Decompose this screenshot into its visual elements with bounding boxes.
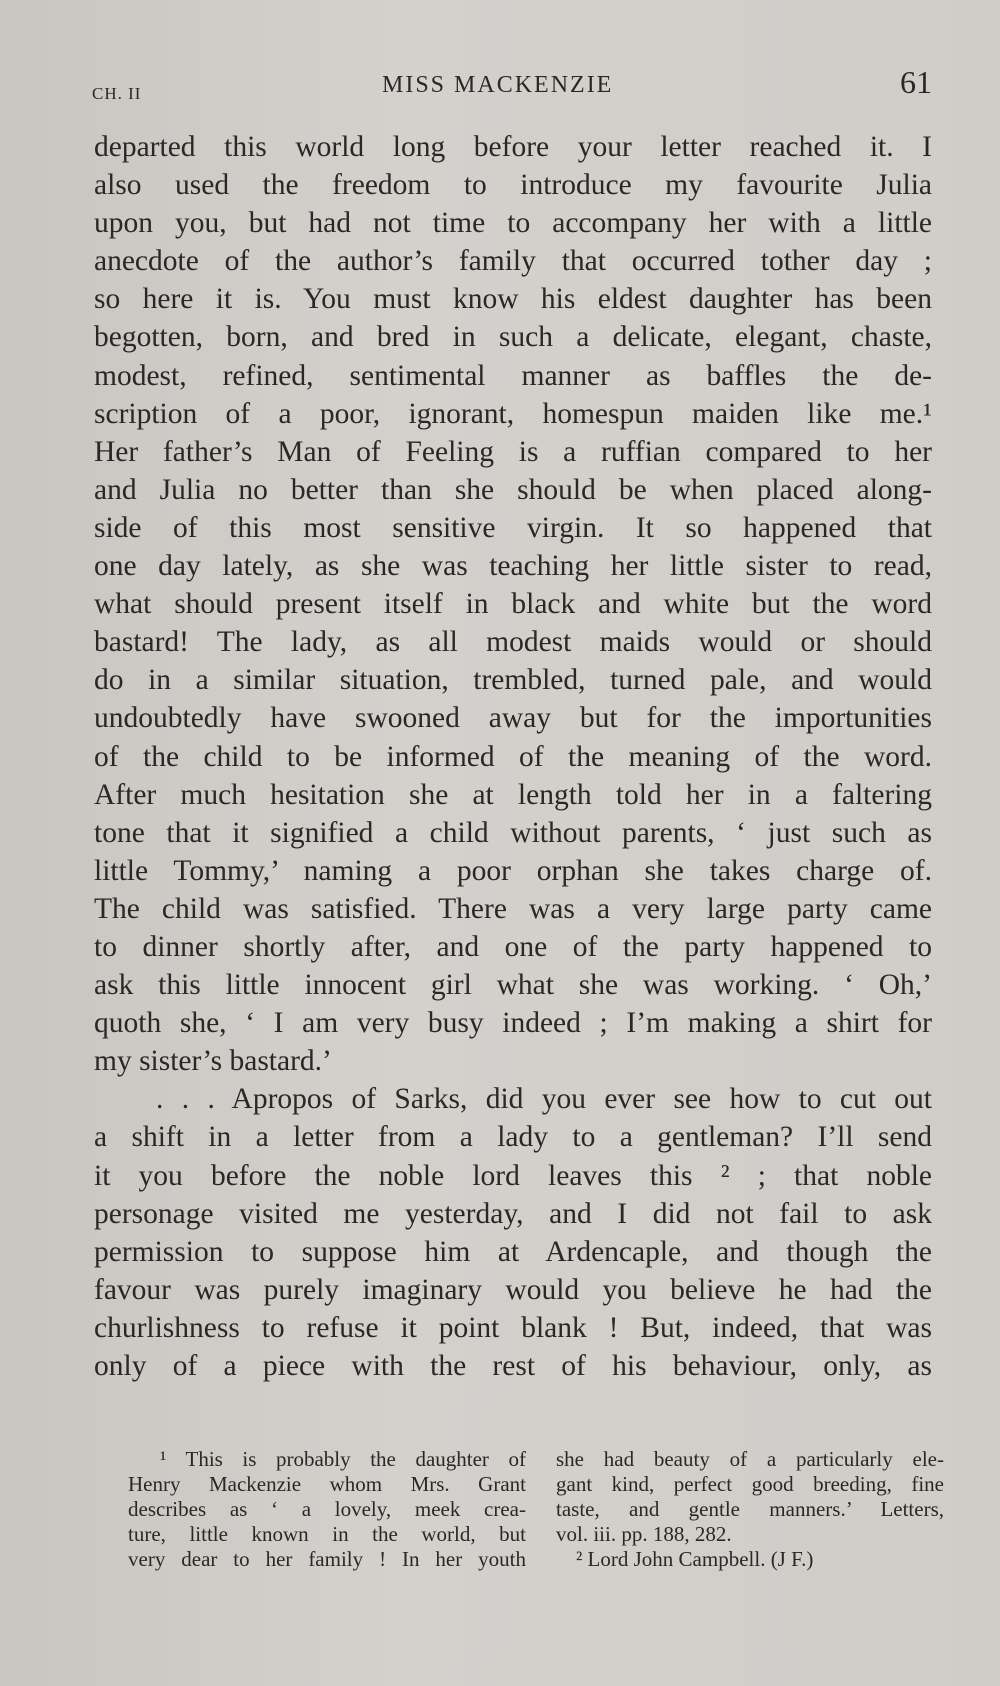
footnote-line: describes as ‘ a lovely, meek crea-	[128, 1497, 526, 1521]
text-line: quoth she, ‘ I am very busy indeed ; I’m making a shirt for	[94, 1007, 932, 1040]
text-line: one day lately, as she was teaching her little sister to read,	[94, 550, 932, 583]
text-line: to dinner shortly after, and one of the party happened to	[94, 930, 932, 963]
running-title: MISS MACKENZIE	[382, 72, 614, 98]
text-line: do in a similar situation, trembled, turned pale, and would	[94, 664, 932, 697]
text-line: so here it is. You must know his eldest daughter has been	[94, 283, 932, 316]
text-line: The child was satisfied. There was a very large party came	[94, 892, 932, 925]
text-line: of the child to be informed of the meaning of the word.	[94, 740, 932, 773]
footnote-line: she had beauty of a particularly ele-	[556, 1447, 944, 1471]
text-line: begotten, born, and bred in such a delicate, elegant, chaste,	[94, 321, 932, 354]
text-line: modest, refined, sentimental manner as baffles the de-	[94, 359, 932, 392]
text-line: little Tommy,’ naming a poor orphan she takes charge of.	[94, 854, 932, 887]
text-line: side of this most sensitive virgin. It so happened that	[94, 511, 932, 544]
footnote-line: taste, and gentle manners.’ Letters,	[556, 1497, 944, 1521]
text-line: also used the freedom to introduce my favourite Julia	[94, 169, 932, 202]
text-line: undoubtedly have swooned away but for the importunities	[94, 702, 932, 735]
text-line: scription of a poor, ignorant, homespun maiden like me.¹	[94, 397, 932, 430]
text-line: bastard! The lady, as all modest maids would or should	[94, 626, 932, 659]
text-line: . . . Apropos of Sarks, did you ever see how to cut out	[156, 1083, 932, 1116]
text-line: After much hesitation she at length told her in a faltering	[94, 778, 932, 811]
text-line: what should present itself in black and white but the word	[94, 588, 932, 621]
footnote-line: vol. iii. pp. 188, 282.	[556, 1522, 732, 1546]
text-line: permission to suppose him at Ardencaple, and though the	[94, 1235, 932, 1268]
text-line: tone that it signified a child without parents, ‘ just such as	[94, 816, 932, 849]
page-header	[92, 64, 932, 110]
footnote-column-right	[556, 1447, 944, 1572]
text-line: and Julia no better than she should be when placed along-	[94, 473, 932, 506]
text-line: my sister’s bastard.’	[94, 1045, 332, 1078]
text-line: churlishness to refuse it point blank ! But, indeed, that was	[94, 1311, 932, 1344]
footnote-column-left	[128, 1447, 526, 1572]
chapter-label: CH. II	[92, 84, 142, 103]
text-line: ask this little innocent girl what she was working. ‘ Oh,’	[94, 969, 932, 1002]
page-number: 61	[900, 64, 932, 100]
text-line: only of a piece with the rest of his behaviour, only, as	[94, 1350, 932, 1382]
footnote-line: ² Lord John Campbell. (J F.)	[576, 1547, 814, 1571]
text-line: anecdote of the author’s family that occurred tother day ;	[94, 245, 932, 278]
footnotes	[124, 1447, 944, 1597]
text-line: it you before the noble lord leaves this ² ; that noble	[94, 1159, 932, 1192]
text-line: a shift in a letter from a lady to a gentleman? I’ll send	[94, 1121, 932, 1154]
footnote-line: gant kind, perfect good breeding, fine	[556, 1472, 944, 1496]
text-line: favour was purely imaginary would you believe he had the	[94, 1273, 932, 1306]
footnote-line: very dear to her family ! In her youth	[128, 1547, 526, 1571]
body-text	[94, 128, 932, 1385]
footnote-line: ¹ This is probably the daughter of	[160, 1447, 526, 1471]
text-line: departed this world long before your letter reached it. I	[94, 131, 932, 163]
text-line: upon you, but had not time to accompany her with a little	[94, 207, 932, 240]
footnote-line: Henry Mackenzie whom Mrs. Grant	[128, 1472, 526, 1496]
footnote-line: ture, little known in the world, but	[128, 1522, 526, 1546]
text-line: personage visited me yesterday, and I did not fail to ask	[94, 1197, 932, 1230]
text-line: Her father’s Man of Feeling is a ruffian compared to her	[94, 435, 932, 468]
